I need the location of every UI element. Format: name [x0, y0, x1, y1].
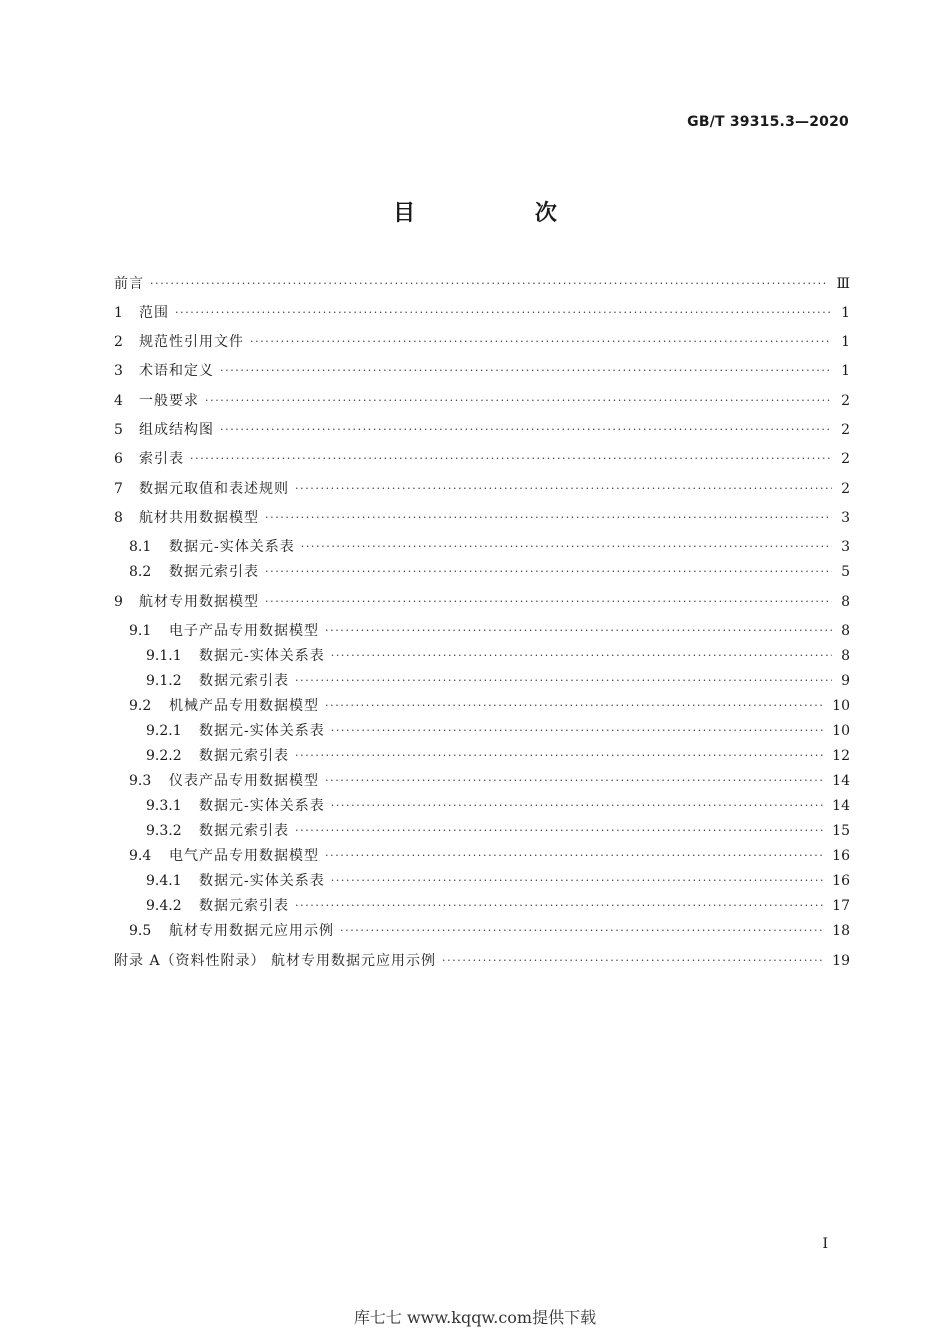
toc-entry-9[interactable] — [114, 590, 850, 614]
dot-leader — [175, 301, 832, 325]
page-number: I — [822, 1236, 828, 1252]
toc-entry-page: 3 — [841, 510, 850, 526]
toc-entry-7[interactable] — [114, 477, 850, 501]
toc-entry-8[interactable] — [114, 506, 850, 530]
toc-entry-page: Ⅲ — [836, 276, 850, 292]
dot-leader — [220, 359, 832, 383]
toc-entry-page: 10 — [832, 723, 850, 739]
toc-entry-9-1-2[interactable] — [114, 669, 850, 693]
toc-entry-label: 数据元-实体关系表 — [199, 723, 325, 739]
dot-leader — [220, 418, 832, 442]
toc-entry-page: 16 — [832, 873, 850, 889]
toc-entry-label: 前言 — [114, 276, 144, 292]
toc-entry-label: 数据元-实体关系表 — [199, 648, 325, 664]
toc-entry-9-4[interactable] — [114, 844, 850, 868]
toc-entry-page: 3 — [841, 539, 850, 555]
dot-leader — [295, 477, 832, 501]
toc-entry-label: 电子产品专用数据模型 — [169, 623, 319, 639]
toc-entry-9-2-1[interactable] — [114, 719, 850, 743]
page-title: 目 次 — [393, 201, 613, 226]
dot-leader — [295, 819, 824, 843]
dot-leader — [442, 949, 824, 973]
toc-entry-number: 9.4 — [129, 848, 152, 864]
toc-entry-number: 4 — [114, 393, 123, 409]
toc-entry-number: 9.2.2 — [146, 748, 182, 764]
toc-entry-number: 6 — [114, 451, 123, 467]
toc-entry-page: 14 — [832, 798, 850, 814]
toc-entry-page: 2 — [841, 422, 850, 438]
toc-entry-page: 2 — [841, 393, 850, 409]
toc-entry-number: 5 — [114, 422, 123, 438]
toc-entry-appendix-a[interactable] — [114, 949, 850, 973]
toc-entry-number: 9.2 — [129, 698, 152, 714]
toc-entry-9-3-1[interactable] — [114, 794, 850, 818]
toc-entry-page: 1 — [841, 305, 850, 321]
dot-leader — [295, 669, 832, 693]
toc-entry-4[interactable] — [114, 389, 850, 413]
toc-entry-8-2[interactable] — [114, 560, 850, 584]
toc-entry-page: 19 — [832, 953, 850, 969]
dot-leader — [295, 894, 824, 918]
dot-leader — [325, 694, 824, 718]
toc-entry-label: 数据元-实体关系表 — [199, 798, 325, 814]
toc-entry-label: 一般要求 — [139, 393, 199, 409]
toc-entry-page: 17 — [832, 898, 850, 914]
toc-entry-label: 规范性引用文件 — [139, 334, 244, 350]
toc-entry-label: 数据元索引表 — [199, 898, 289, 914]
toc-entry-number: 7 — [114, 481, 123, 497]
toc-entry-page: 16 — [832, 848, 850, 864]
toc-entry-9-2[interactable] — [114, 694, 850, 718]
toc-entry-number: 8.2 — [129, 564, 152, 580]
toc-entry-label: 数据元索引表 — [199, 823, 289, 839]
toc-entry-page: 1 — [841, 334, 850, 350]
toc-entry-page: 2 — [841, 451, 850, 467]
toc-entry-label: 数据元取值和表述规则 — [139, 481, 289, 497]
toc-entry-page: 8 — [841, 648, 850, 664]
dot-leader — [150, 272, 828, 296]
toc-entry-9-2-2[interactable] — [114, 744, 850, 768]
toc-entry-number: 9.3.2 — [146, 823, 182, 839]
toc-entry-page: 10 — [832, 698, 850, 714]
toc-entry-label: 数据元索引表 — [199, 673, 289, 689]
dot-leader — [325, 769, 824, 793]
toc-entry-label: 附录 A（资料性附录） 航材专用数据元应用示例 — [114, 953, 437, 969]
toc-entry-number: 9.3.1 — [146, 798, 182, 814]
toc-entry-page: 9 — [841, 673, 850, 689]
toc-entry-page: 8 — [841, 594, 850, 610]
toc-entry-number: 9.4.1 — [146, 873, 182, 889]
toc-entry-number: 8 — [114, 510, 123, 526]
toc-entry-label: 数据元-实体关系表 — [169, 539, 295, 555]
toc-entry-label: 数据元-实体关系表 — [199, 873, 325, 889]
toc-entry-page: 8 — [841, 623, 850, 639]
dot-leader — [331, 794, 824, 818]
toc-entry-label: 航材共用数据模型 — [139, 510, 259, 526]
dot-leader — [325, 619, 832, 643]
toc-entry-page: 18 — [832, 923, 850, 939]
dot-leader — [205, 389, 832, 413]
dot-leader — [331, 869, 824, 893]
standard-code: GB/T 39315.3—2020 — [687, 114, 849, 130]
toc-entry-9-3-2[interactable] — [114, 819, 850, 843]
toc-entry-page: 5 — [841, 564, 850, 580]
dot-leader — [295, 744, 824, 768]
toc-entry-label: 仪表产品专用数据模型 — [169, 773, 319, 789]
toc-entry-8-1[interactable] — [114, 535, 850, 559]
dot-leader — [331, 644, 832, 668]
toc-entry-number: 8.1 — [129, 539, 152, 555]
toc-entry-9-5[interactable] — [114, 919, 850, 943]
toc-entry-number: 2 — [114, 334, 123, 350]
toc-entry-page: 2 — [841, 481, 850, 497]
toc-entry-number: 1 — [114, 305, 123, 321]
toc-entry-page: 14 — [832, 773, 850, 789]
toc-entry-2[interactable] — [114, 330, 850, 354]
toc-entry-label: 数据元索引表 — [199, 748, 289, 764]
toc-entry-number: 9.5 — [129, 923, 152, 939]
toc-entry-label: 范围 — [139, 305, 169, 321]
toc-entry-9-4-2[interactable] — [114, 894, 850, 918]
toc-entry-preface[interactable] — [114, 272, 850, 296]
dot-leader — [301, 535, 832, 559]
toc-entry-9-3[interactable] — [114, 769, 850, 793]
toc-entry-label: 索引表 — [139, 451, 184, 467]
toc-entry-5[interactable] — [114, 418, 850, 442]
dot-leader — [265, 506, 832, 530]
toc-entry-9-4-1[interactable] — [114, 869, 850, 893]
toc-entry-label: 组成结构图 — [139, 422, 214, 438]
dot-leader — [331, 719, 824, 743]
dot-leader — [190, 447, 832, 471]
toc-entry-label: 机械产品专用数据模型 — [169, 698, 319, 714]
toc-entry-1[interactable] — [114, 301, 850, 325]
toc-entry-label: 电气产品专用数据模型 — [169, 848, 319, 864]
toc-entry-number: 3 — [114, 363, 123, 379]
dot-leader — [250, 330, 832, 354]
toc-entry-number: 9.1.2 — [146, 673, 182, 689]
toc-entry-number: 9.4.2 — [146, 898, 182, 914]
dot-leader — [325, 844, 824, 868]
toc-entry-6[interactable] — [114, 447, 850, 471]
toc-entry-label: 数据元索引表 — [169, 564, 259, 580]
toc-entry-9-1-1[interactable] — [114, 644, 850, 668]
toc-entry-number: 9.1.1 — [146, 648, 182, 664]
dot-leader — [340, 919, 824, 943]
toc-entry-label: 术语和定义 — [139, 363, 214, 379]
toc-entry-page: 1 — [841, 363, 850, 379]
toc-entry-3[interactable] — [114, 359, 850, 383]
toc-entry-label: 航材专用数据元应用示例 — [169, 923, 334, 939]
dot-leader — [265, 560, 832, 584]
toc-entry-page: 15 — [832, 823, 850, 839]
toc-entry-label: 航材专用数据模型 — [139, 594, 259, 610]
toc-entry-number: 9 — [114, 594, 123, 610]
toc-entry-number: 9.1 — [129, 623, 152, 639]
toc-entry-page: 12 — [832, 748, 850, 764]
download-watermark: 库七七 www.kqqw.com提供下载 — [353, 1308, 597, 1327]
toc-entry-number: 9.2.1 — [146, 723, 182, 739]
dot-leader — [265, 590, 832, 614]
toc-entry-number: 9.3 — [129, 773, 152, 789]
toc-entry-9-1[interactable] — [114, 619, 850, 643]
